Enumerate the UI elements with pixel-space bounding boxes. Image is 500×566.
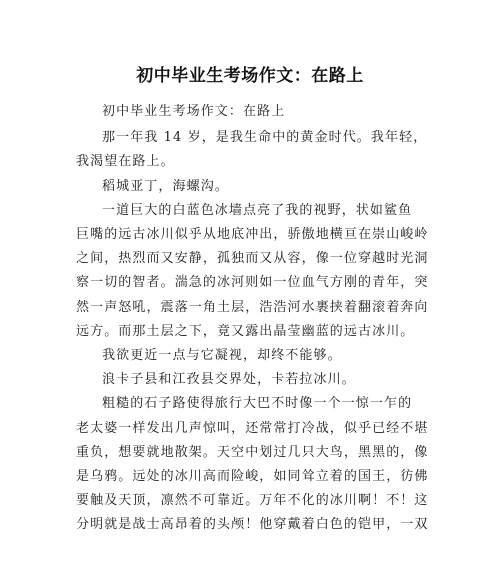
article-title: 初中毕业生考场作文：在路上 [136, 66, 364, 86]
paragraph: 我欲更近一点与它凝视，却终不能够。 [102, 348, 342, 364]
paragraph: 浪卡子县和江孜县交界处，卡若拉冰川。 [102, 372, 356, 388]
paragraph: 一道巨大的白蓝色冰墙点亮了我的视野，状如鲨鱼 巨嘴的远古冰川似乎从地底冲出，骄傲地横亘在崇山峻岭 之间，热烈而又安静，孤独而又从容，像一位穿越时光洞 察一切的智者。湍急的冰河则如一位血气方刚的青年，突 然一声怒吼，震落一角土层，浩浩河水裹挟着翻滚着奔向 远方。而那土层之下，竟又露出晶莹幽蓝的远古冰川。 [76, 202, 429, 339]
article-body [76, 100, 436, 538]
paragraph: 稻城亚丁，海螺沟。 [102, 178, 229, 194]
article-subtitle: 初中毕业生考场作文：在路上 [102, 104, 286, 119]
paragraph: 那一年我 14 岁，是我生命中的黄金时代。我年轻， 我渴望在路上。 [76, 130, 428, 170]
paragraph: 粗糙的石子路使得旅行大巴不时像一个一惊一乍的 老太婆一样发出几声惊叫，还常常打冷战，似乎已经不堪 重负，想要就地散架。天空中划过几只大鸟，黑黑的，像 是乌鸦。远处的冰川高而险峻，如同耸立着的国王，彷佛 要触及天顶，凛然不可靠近。万年不化的冰川啊！不！这 分明就是战士高昂着的头颅！他穿戴着白色的铠甲，一双 [76, 396, 429, 533]
